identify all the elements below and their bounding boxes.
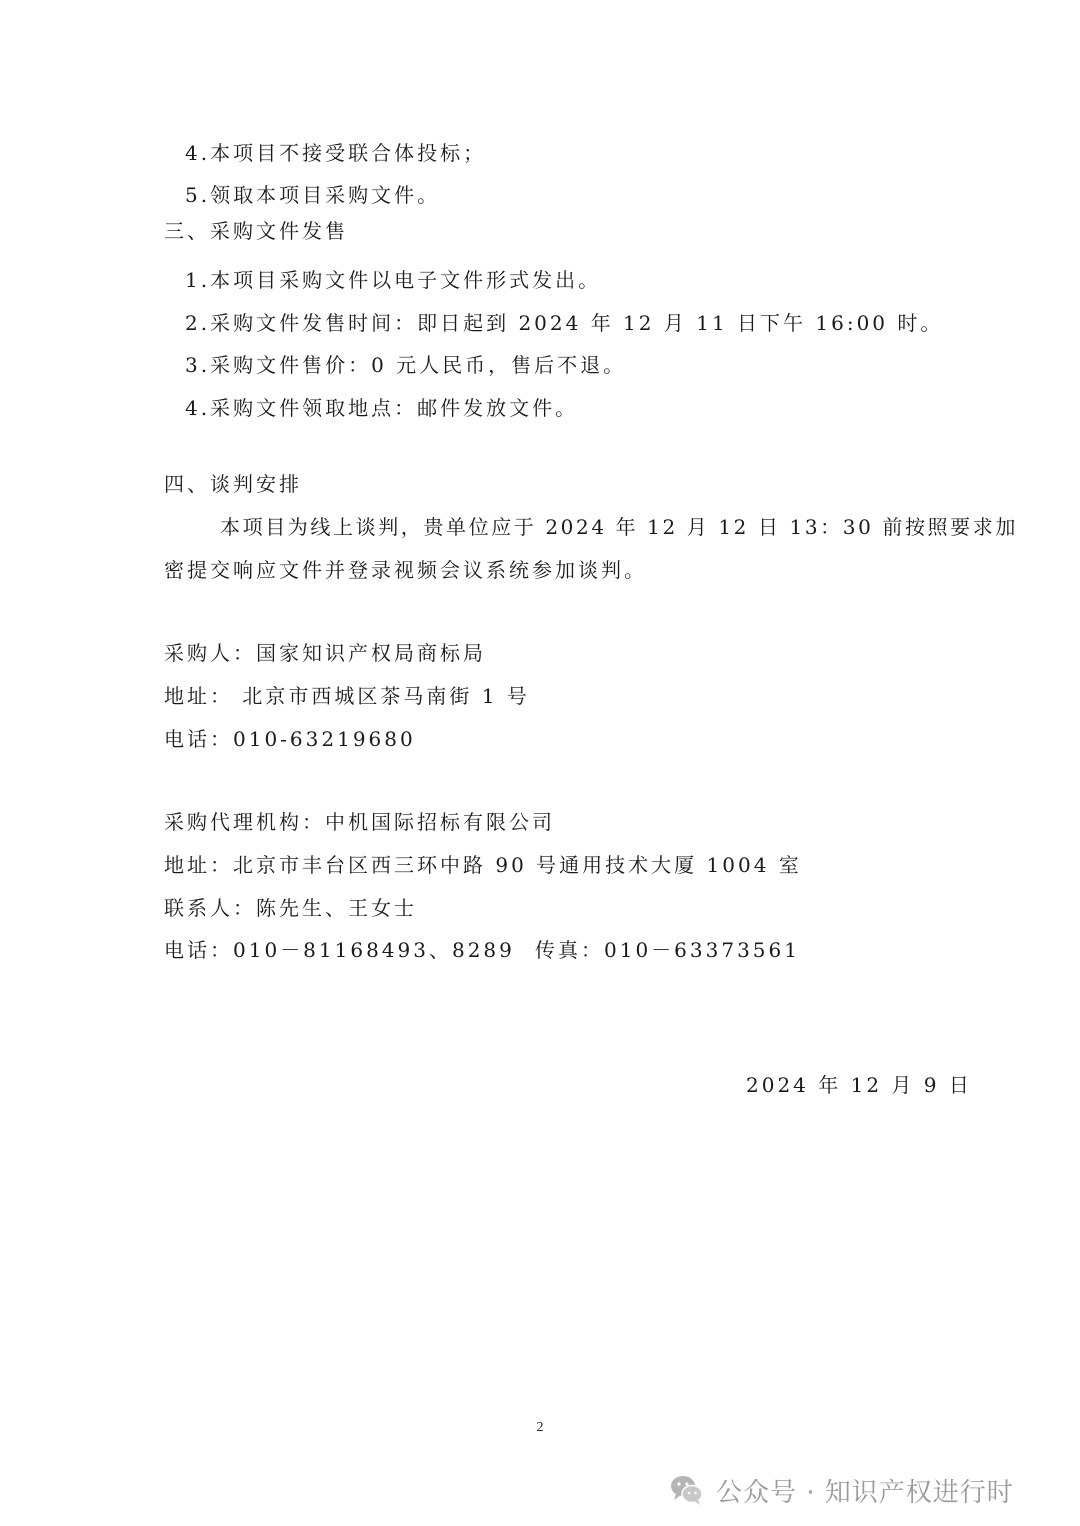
list-item: 2.采购文件发售时间：即日起到 2024 年 12 月 11 日下午 16:00 时。 [185,311,944,335]
agency-fax: 传真：010－63373561 [535,938,800,962]
list-item: 3.采购文件售价：0 元人民币，售后不退。 [185,353,627,377]
agency-address: 地址：北京市丰台区西三环中路 90 号通用技术大厦 1004 室 [164,853,802,877]
section-heading: 三、采购文件发售 [164,219,348,243]
watermark-text: 公众号 · 知识产权进行时 [716,1477,1014,1508]
paragraph-line: 密提交响应文件并登录视频会议系统参加谈判。 [164,558,647,582]
list-item: 5.领取本项目采购文件。 [185,183,441,207]
purchaser-address: 地址： 北京市西城区茶马南街 1 号 [164,684,530,708]
list-item: 4.采购文件领取地点：邮件发放文件。 [185,396,579,420]
list-item: 1.本项目采购文件以电子文件形式发出。 [185,268,602,292]
section-heading: 四、谈判安排 [164,472,302,496]
paragraph-line: 本项目为线上谈判，贵单位应于 2024 年 12 月 12 日 13：30 前按照要求加 [220,515,1018,539]
purchaser: 采购人：国家知识产权局商标局 [164,641,486,665]
page-number: 2 [536,1420,544,1435]
watermark [668,1468,1014,1512]
agency-phone: 电话：010－81168493、8289 [164,938,515,962]
agency-contact: 联系人：陈先生、王女士 [164,896,417,920]
wechat-icon [668,1471,706,1509]
document-date: 2024 年 12 月 9 日 [746,1073,972,1097]
list-item: 4.本项目不接受联合体投标； [185,141,487,165]
purchaser-phone: 电话：010-63219680 [164,727,416,751]
agency: 采购代理机构：中机国际招标有限公司 [164,810,555,834]
